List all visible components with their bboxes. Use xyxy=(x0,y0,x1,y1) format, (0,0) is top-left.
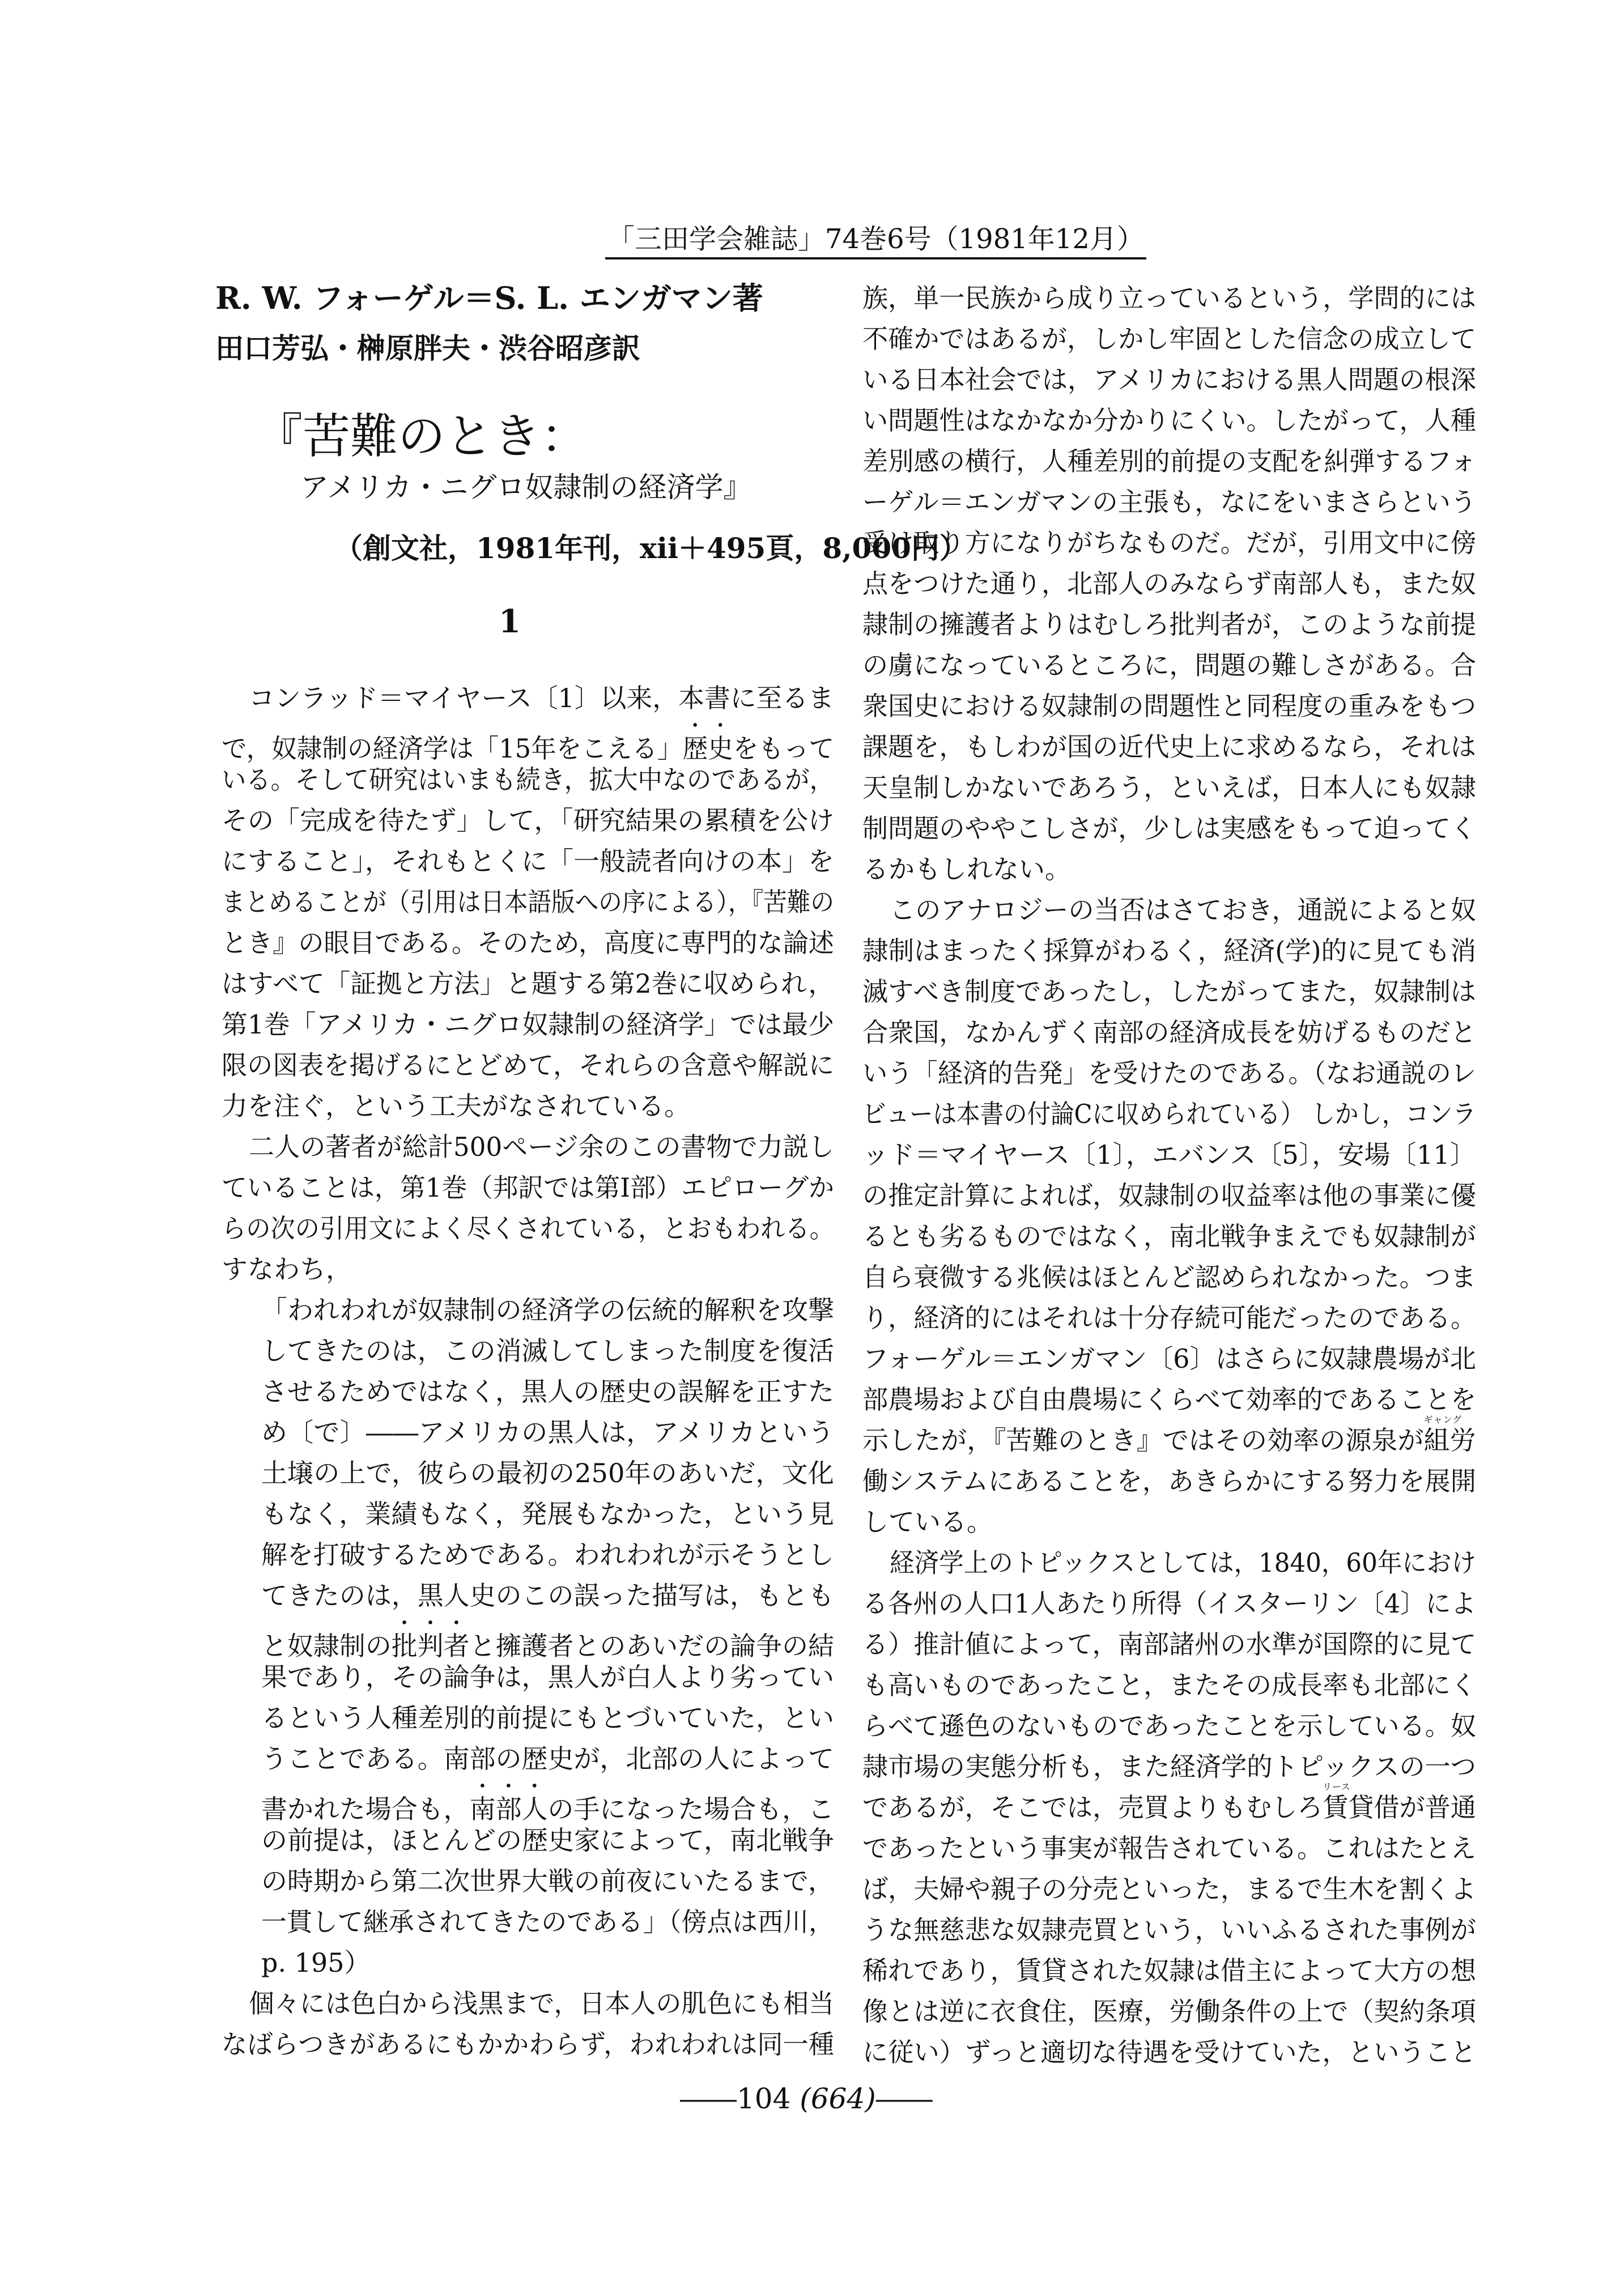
text-line-content: らの次の引用文によく尽くされている，とおもわれる。 xyxy=(222,1213,834,1244)
text-line-content: 隷制はまったく採算がわるく，経済(学)的に見ても消 xyxy=(862,935,1477,966)
text-line xyxy=(862,726,1476,767)
text-line-content: 力を注ぐ，という工夫がなされている。 xyxy=(222,1091,691,1121)
text-line-content: うな無慈悲な奴隷売買という，いいふるされた事例が xyxy=(862,1915,1477,1945)
text-line xyxy=(222,800,834,841)
text-segment: 示したが，『苦難のとき』ではその効率の源泉が xyxy=(862,1425,1424,1456)
text-line xyxy=(862,645,1476,686)
text-line xyxy=(261,1371,834,1412)
text-line-content: 解を打破するためである。われわれが示そうとし xyxy=(261,1539,834,1570)
text-line xyxy=(862,1781,1477,1828)
text-line-content: 経済学上のトピックスとしては，1840，60年におけ xyxy=(890,1547,1477,1578)
text-line-content: ビューは本書の付論Cに収められている） しかし，コンラ xyxy=(862,1099,1476,1129)
ruby-text: 賃貸 xyxy=(1323,1792,1374,1823)
text-line xyxy=(862,1175,1476,1216)
text-line xyxy=(222,678,834,718)
text-line-content: 部農場および自由農場にくらべて効率的であることを xyxy=(862,1384,1477,1415)
text-line xyxy=(222,718,835,764)
text-segment: 借が普通 xyxy=(1374,1792,1477,1823)
text-line xyxy=(261,1698,834,1738)
text-line xyxy=(261,1657,834,1698)
text-line xyxy=(862,1338,1476,1379)
text-line xyxy=(862,1012,1476,1053)
text-line-content: 受け取り方になりがちなものだ。だが，引用文中に傍 xyxy=(862,527,1477,558)
text-line xyxy=(862,1414,1476,1461)
text-line-content: させるためではなく，黒人の歴史の誤解を正すた xyxy=(261,1376,834,1407)
text-line xyxy=(261,1820,834,1861)
paragraph xyxy=(222,1983,834,2065)
text-line xyxy=(261,1330,834,1371)
block-quote xyxy=(222,1290,834,1983)
text-line-content: 差別感の横行，人種差別的前提の支配を糾弾するフォ xyxy=(862,446,1476,477)
text-line xyxy=(862,400,1476,441)
text-line xyxy=(862,1665,1476,1705)
text-line xyxy=(261,1575,834,1616)
book-title: 『苦難のとき： xyxy=(255,409,589,464)
text-line-content: はすべて「証拠と方法」と題する第2巻に収められ， xyxy=(222,968,835,999)
text-line-content xyxy=(862,1414,1476,1461)
page-dash-right: ―― xyxy=(875,2082,933,2115)
text-line xyxy=(261,1861,834,1901)
text-line-content: 点をつけた通り，北部人のみならず南部人も，また奴 xyxy=(862,568,1477,599)
emphasized-text: 南部人 xyxy=(469,1794,548,1824)
text-line xyxy=(862,849,1476,890)
text-line xyxy=(862,359,1476,400)
text-line-content: ッド＝マイヤース〔1〕，エバンス〔5〕，安場〔11〕 xyxy=(862,1139,1476,1170)
page-dash-left: ―― xyxy=(680,2082,737,2115)
text-line-content: 「われわれが奴隷制の経済学の伝統的解釈を攻撃 xyxy=(261,1295,834,1325)
text-line xyxy=(261,1494,834,1534)
text-line-content: る）推計値によって，南部諸州の水準が国際的に見て xyxy=(862,1629,1477,1660)
text-line-content: 第1巻「アメリカ・ニグロ奴隷制の経済学」では最少 xyxy=(222,1009,835,1040)
text-line xyxy=(222,1249,834,1290)
text-line-content: いう「経済的告発」を受けたのである。（なお通説のレ xyxy=(862,1058,1477,1088)
text-line-content: 像とは逆に衣食住，医療，労働条件の上で（契約条項 xyxy=(862,1996,1477,2027)
text-line xyxy=(222,922,834,963)
text-line-content: る各州の人口1人あたり所得（イスターリン〔4〕によ xyxy=(862,1588,1477,1619)
text-line xyxy=(862,1991,1476,2032)
text-line-content xyxy=(862,1781,1477,1828)
text-line xyxy=(261,1738,834,1779)
text-line xyxy=(862,767,1476,808)
ruby-base xyxy=(1423,1414,1463,1461)
text-line-content: り，経済的にはそれは十分存続可能だったのである。 xyxy=(862,1303,1477,1333)
text-line xyxy=(222,1167,834,1208)
original-page-number: (664) xyxy=(800,2082,876,2115)
text-line-content: してきたのは，この消滅してしまった制度を復活 xyxy=(261,1335,834,1366)
text-line-content: にすること」，それもとくに「一般読者向けの本」を xyxy=(222,846,834,877)
text-line xyxy=(862,686,1476,726)
text-line xyxy=(862,563,1476,604)
text-line-content: るかもしれない。 xyxy=(862,854,1071,884)
text-line-content: の推定計算によれば，奴隷制の収益率は他の事業に優 xyxy=(862,1180,1477,1211)
text-line-content: なばらつきがあるにもかかわらず，われわれは同一種 xyxy=(222,2029,834,2060)
text-line xyxy=(862,1297,1476,1338)
text-line-content: に従い）ずっと適切な待遇を受けていた，ということ xyxy=(862,2037,1476,2067)
text-line-content: るという人種差別的前提にもとづいていた，とい xyxy=(261,1703,834,1733)
text-line xyxy=(862,971,1476,1012)
text-line-content: 隷市場の実態分析も，また経済学的トピックスの一つ xyxy=(862,1751,1476,1782)
text-line-content: している。 xyxy=(862,1507,993,1537)
text-line-content: 天皇制しかないであろう，といえば，日本人にも奴隷 xyxy=(862,772,1477,803)
journal-header: 「三田学会雑誌」74巻6号（1981年12月） xyxy=(605,222,1146,259)
text-segment: であるが，そこでは，売買よりもむしろ xyxy=(862,1792,1323,1823)
text-line xyxy=(862,1950,1476,1991)
text-line xyxy=(222,2024,834,2065)
text-line xyxy=(222,759,834,800)
text-line xyxy=(862,1542,1476,1583)
text-line-content: 個々には色白から浅黒まで，日本人の肌色にも相当 xyxy=(249,1988,834,2019)
text-line xyxy=(862,441,1476,482)
text-line xyxy=(222,1045,834,1086)
text-line-content: い問題性はなかなか分かりにくい。したがって，人種 xyxy=(862,405,1477,436)
text-line xyxy=(222,1208,834,1249)
text-line-content: 滅すべき制度であったし，したがってまた，奴隷制は xyxy=(862,976,1476,1007)
section-number: 1 xyxy=(499,603,521,640)
text-line xyxy=(222,841,834,882)
text-line xyxy=(862,318,1476,359)
text-line xyxy=(862,1909,1476,1950)
text-line xyxy=(222,1126,834,1167)
text-line xyxy=(261,1453,834,1494)
text-line-content: の前提は，ほとんどの歴史家によって，南北戦争 xyxy=(261,1825,834,1856)
text-line-content: 隷制の擁護者よりはむしろ批判者が，このような前提 xyxy=(862,609,1477,640)
text-line xyxy=(261,1534,834,1575)
text-segment: の手になった場合も，こ xyxy=(547,1794,834,1824)
text-line-content: いる日本社会では，アメリカにおける黒人問題の根深 xyxy=(862,364,1476,395)
text-line-content: ば，夫婦や親子の分売といった，まるで生木を割くよ xyxy=(862,1874,1477,1904)
text-line xyxy=(261,1616,834,1661)
text-line xyxy=(222,1983,834,2024)
text-line xyxy=(261,1942,834,1983)
text-line xyxy=(862,1705,1476,1746)
text-line xyxy=(862,890,1476,930)
text-line-content: 課題を，もしわが国の近代史上に求めるなら，それは xyxy=(862,731,1477,762)
text-segment: と奴隷制の xyxy=(261,1631,392,1661)
paragraph xyxy=(862,890,1476,1542)
text-line xyxy=(222,882,834,922)
text-line-content: ーゲル＝エンガマンの主張も，なにをいまさらという xyxy=(862,487,1477,517)
text-segment: で，奴隷制の経済学は「15年をこえる」 xyxy=(222,733,683,764)
text-line-content: の虜になっているところに，問題の難しさがある。合 xyxy=(862,650,1477,680)
text-line-content: も高いものであったこと，またその成長率も北部にく xyxy=(862,1670,1477,1700)
text-line-content: とき』の眼目である。そのため，高度に専門的な論述 xyxy=(222,928,835,958)
text-line-content: てきたのは，黒人史のこの誤った描写は，もとも xyxy=(261,1580,834,1611)
text-line-content: いる。そして研究はいまも続き，拡大中なのであるが， xyxy=(222,764,835,795)
text-line-content: 合衆国，なかんずく南部の経済成長を妨げるものだと xyxy=(862,1017,1477,1048)
text-line-content: コンラッド＝マイヤース〔1〕以来，本書に至るま xyxy=(249,683,834,713)
publication-info: （創文社，1981年刊，xii＋495頁，8,000円） xyxy=(334,531,968,565)
emphasized-text: 批判者 xyxy=(391,1631,470,1661)
text-line xyxy=(862,278,1476,318)
text-line xyxy=(862,1257,1476,1297)
text-line xyxy=(862,1828,1476,1869)
text-line-content: 不確かではあるが，しかし牢固とした信念の成立して xyxy=(862,324,1477,354)
text-line xyxy=(261,1290,834,1330)
text-line xyxy=(862,1379,1476,1420)
text-line xyxy=(261,1412,834,1453)
book-translators: 田口芳弘・榊原胖夫・渋谷昭彦訳 xyxy=(215,331,640,365)
book-subtitle: アメリカ・ニグロ奴隷制の経済学』 xyxy=(300,471,752,504)
text-line-content: 衆国史における奴隷制の問題性と同程度の重みをもつ xyxy=(862,691,1477,721)
paragraph xyxy=(862,1542,1476,2073)
text-line-content: 一貫して継承されてきたのである」（傍点は西川， xyxy=(261,1907,834,1937)
text-line xyxy=(862,1216,1476,1257)
text-line-content: 族，単一民族から成り立っているという，学問的には xyxy=(862,283,1477,313)
text-line xyxy=(862,1053,1476,1094)
text-line-content: うことである。南部の歴史が，北部の人によって xyxy=(261,1743,834,1774)
page-number-value: 104 xyxy=(737,2082,791,2115)
text-line xyxy=(862,1583,1476,1624)
text-line xyxy=(862,930,1476,971)
text-line-content: このアナロジーの当否はさておき，通説によると奴 xyxy=(890,895,1477,925)
text-line xyxy=(862,482,1476,522)
text-line-content: 稀れであり，賃貸された奴隷は借主によって大方の想 xyxy=(862,1955,1477,1986)
text-line xyxy=(862,1624,1476,1665)
book-authors: R. W. フォーゲル＝S. L. エンガマン著 xyxy=(215,280,763,316)
text-line-content: フォーゲル＝エンガマン〔6〕はさらに奴隷農場が北 xyxy=(862,1343,1476,1374)
page-number xyxy=(680,2081,933,2117)
text-line-content: まとめることが（引用は日本語版への序による），『苦難の xyxy=(222,887,834,917)
text-segment: をもって xyxy=(733,733,835,764)
text-line-content: その「完成を待たず」して，「研究結果の累積を公け xyxy=(222,805,835,836)
text-line xyxy=(862,1134,1476,1175)
text-segment: 書かれた場合も， xyxy=(261,1794,470,1824)
ruby-reading: リース xyxy=(1323,1781,1351,1792)
emphasized-text: 歴史 xyxy=(682,733,733,764)
text-line-content: すなわち， xyxy=(222,1254,352,1284)
text-line xyxy=(222,963,834,1004)
text-line-content: 自ら衰微する兆候はほとんど認められなかった。つま xyxy=(862,1262,1477,1292)
text-line-content: もなく，業績もなく，発展もなかった，という見 xyxy=(261,1499,835,1529)
text-segment: と擁護者とのあいだの論争の結 xyxy=(469,1631,834,1661)
text-line xyxy=(261,1779,834,1824)
right-column xyxy=(862,278,1476,2073)
text-line-content: るとも劣るものではなく，南北戦争まえでも奴隷制が xyxy=(862,1221,1477,1252)
ruby-base xyxy=(1323,1781,1374,1828)
text-line-content: p. 195） xyxy=(261,1947,371,1978)
paragraph xyxy=(222,678,834,1126)
text-line-content: 土壌の上で，彼らの最初の250年のあいだ，文化 xyxy=(261,1458,835,1488)
text-line-content: 二人の著者が総計500ページ余のこの書物で力説し xyxy=(249,1131,834,1162)
text-line-content: らべて遜色のないものであったことを示している。奴 xyxy=(862,1711,1477,1741)
text-line-content: ていることは，第1巻（邦訳では第I部）エピローグか xyxy=(222,1172,835,1203)
paragraph xyxy=(222,1126,834,1290)
text-line xyxy=(862,808,1476,849)
text-line xyxy=(862,1094,1476,1134)
text-line xyxy=(862,522,1476,563)
text-line-content: 働システムにあることを，あきらかにする努力を展開 xyxy=(862,1466,1477,1496)
text-segment: 労 xyxy=(1449,1425,1476,1456)
text-line-content: 制問題のややこしさが，少しは実感をもって迫ってく xyxy=(862,813,1477,844)
text-line xyxy=(862,604,1476,645)
text-line xyxy=(862,1869,1476,1909)
text-line xyxy=(862,1501,1476,1542)
text-line-content: 限の図表を掲げるにとどめて，それらの含意や解説に xyxy=(222,1050,835,1080)
text-line xyxy=(862,2032,1476,2073)
text-line-content: 果であり，その論争は，黒人が白人より劣ってい xyxy=(261,1662,834,1692)
ruby-text: 組 xyxy=(1423,1425,1450,1456)
text-line xyxy=(222,1004,834,1045)
paragraph xyxy=(862,278,1476,890)
text-line-content: の時期から第二次世界大戦の前夜にいたるまで， xyxy=(261,1866,834,1896)
text-line-content: であったという事実が報告されている。これはたとえ xyxy=(862,1833,1477,1864)
text-line xyxy=(222,1086,834,1126)
text-line xyxy=(261,1901,834,1942)
left-column xyxy=(222,678,834,2065)
text-line xyxy=(862,1746,1476,1787)
text-line-content: め〔で〕――アメリカの黒人は，アメリカという xyxy=(261,1417,835,1448)
ruby-reading: ギャング xyxy=(1423,1414,1463,1425)
text-line xyxy=(862,1461,1476,1501)
